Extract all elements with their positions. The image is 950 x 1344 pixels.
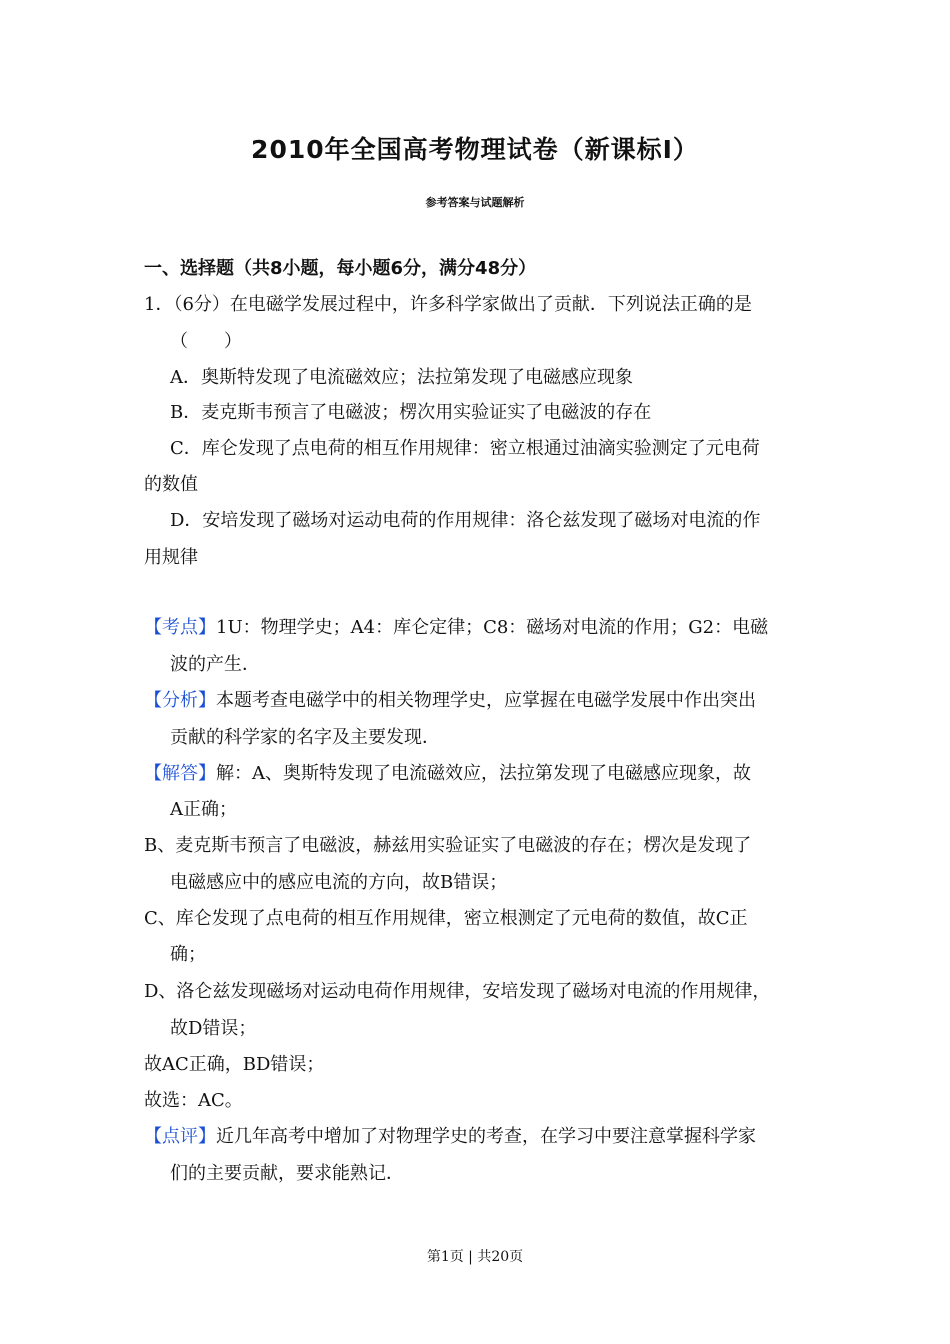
answer-d-line1: D、洛仑兹发现磁场对运动电荷作用规律，安培发现了磁场对电流的作用规律， (144, 981, 771, 1002)
option-b: B．麦克斯韦预言了电磁波；楞次用实验证实了电磁波的存在 (170, 402, 652, 423)
dianping-text: 近几年高考中增加了对物理学史的考查，在学习中要注意掌握科学家 (216, 1126, 756, 1147)
answer-d-line2: 故D错误； (170, 1018, 257, 1039)
question-stem-line1: 1．（6分）在电磁学发展过程中，许多科学家做出了贡献．下列说法正确的是 (144, 294, 752, 315)
document-subtitle: 参考答案与试题解析 (425, 196, 525, 209)
kaodian-line2: 波的产生． (170, 654, 260, 675)
page-footer: 第1页 | 共20页 (426, 1249, 524, 1265)
answer-choice: 故选：AC。 (144, 1090, 243, 1111)
kaodian-text: 1U：物理学史；A4：库仑定律；C8：磁场对电流的作用；G2：电磁 (216, 617, 769, 638)
option-d-line1: D．安培发现了磁场对运动电荷的作用规律：洛仑兹发现了磁场对电流的作 (170, 510, 761, 531)
fenxi-row (144, 688, 756, 714)
option-a: A．奥斯特发现了电流磁效应；法拉第发现了电磁感应现象 (170, 367, 633, 388)
dianping-line2: 们的主要贡献，要求能熟记． (170, 1163, 404, 1184)
answer-b-line1: B、麦克斯韦预言了电磁波，赫兹用实验证实了电磁波的存在；楞次是发现了 (144, 835, 752, 856)
option-c-line2: 的数值 (144, 474, 198, 495)
question-stem-line2: （ ） (170, 331, 242, 352)
answer-conclusion: 故AC正确，BD错误； (144, 1054, 325, 1075)
fenxi-line2: 贡献的科学家的名字及主要发现． (170, 727, 440, 748)
section-heading: 一、选择题（共8小题，每小题6分，满分48分） (144, 258, 537, 279)
jieda-tag: 【解答】 (144, 763, 216, 784)
document-title: 2010年全国高考物理试卷（新课标Ⅰ） (251, 135, 699, 164)
fenxi-text: 本题考查电磁学中的相关物理学史，应掌握在电磁学发展中作出突出 (216, 690, 756, 711)
answer-c-line2: 确； (170, 944, 206, 965)
fenxi-tag: 【分析】 (144, 690, 216, 711)
jieda-row (144, 761, 751, 787)
kaodian-row (144, 615, 768, 641)
jieda-line2: A正确； (170, 799, 237, 820)
answer-b-line2: 电磁感应中的感应电流的方向，故B错误； (170, 872, 508, 893)
jieda-text: 解：A、奥斯特发现了电流磁效应，法拉第发现了电磁感应现象，故 (216, 763, 751, 784)
answer-c-line1: C、库仑发现了点电荷的相互作用规律，密立根测定了元电荷的数值，故C正 (144, 908, 748, 929)
option-c-line1: C．库仑发现了点电荷的相互作用规律：密立根通过油滴实验测定了元电荷 (170, 438, 760, 459)
dianping-row (144, 1124, 756, 1150)
kaodian-tag: 【考点】 (144, 617, 216, 638)
option-d-line2: 用规律 (144, 547, 198, 568)
dianping-tag: 【点评】 (144, 1126, 216, 1147)
